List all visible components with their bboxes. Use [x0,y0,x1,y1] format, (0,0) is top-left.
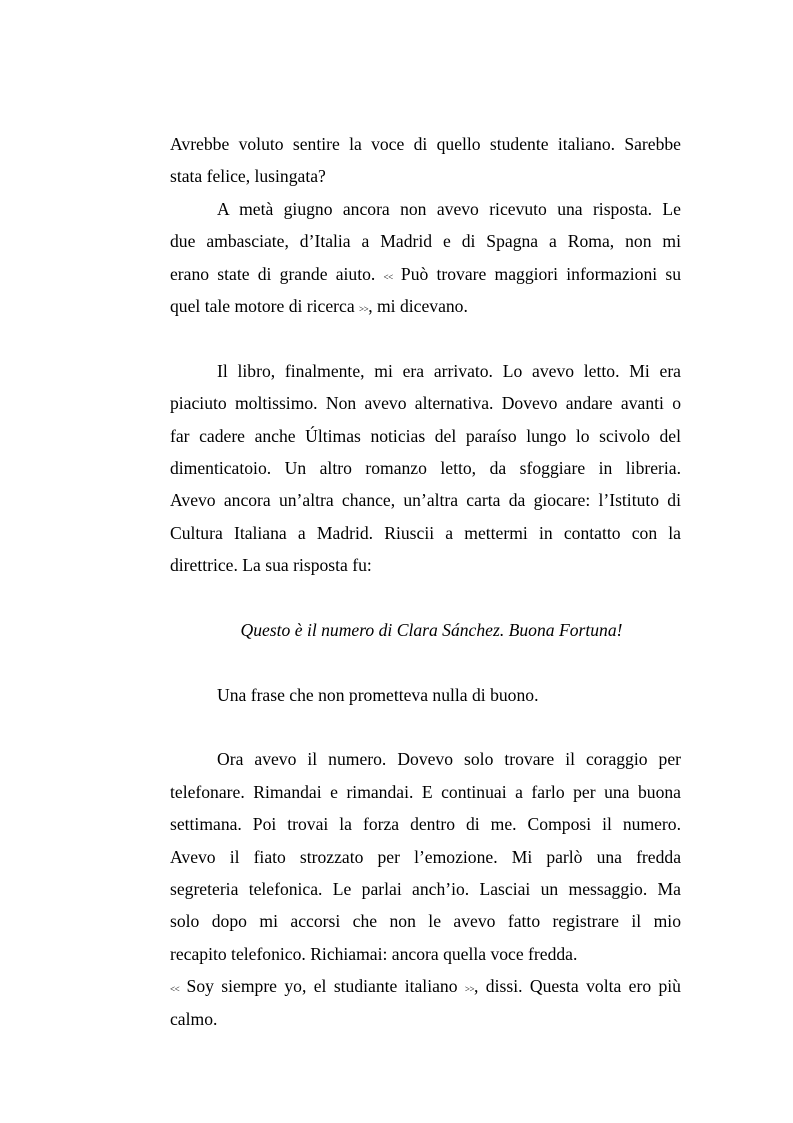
text-fragment: erano state di grande aiuto. [170,263,384,284]
text-line: dimenticatoio. Un altro romanzo letto, da sfoggiare in libreria. [170,457,681,478]
text-line [170,258,681,290]
text-line: Avevo ancora un’altra chance, un’altra carta da giocare: l’Istituto di [170,490,681,511]
text-line: segreteria telefonica. Le parlai anch’io. Lasciai un messaggio. Ma [170,878,681,899]
text-line: Avrebbe voluto sentire la voce di quello studente italiano. Sarebbe [170,134,681,154]
guillemet-close: >> [359,303,369,314]
text-line: Cultura Italiana a Madrid. Riuscii a mettermi in contatto con la [170,522,681,543]
text-line: solo dopo mi accorsi che non le avevo fatto registrare il mio [170,911,681,932]
text-line: Ora avevo il numero. Dovevo solo trovare il coraggio per [217,749,681,770]
text-fragment: quel tale motore di ricerca [170,295,360,316]
spacer [170,581,681,613]
text-line [170,970,681,1002]
text-line: due ambasciate, d’Italia a Madrid e di Spagna a Roma, non mi [170,231,681,252]
text-line: calmo. [170,1008,218,1029]
spacer [170,322,681,354]
spacer [170,711,681,743]
text-line: Il libro, finalmente, mi era arrivato. Lo avevo letto. Mi era [217,360,681,381]
text-line: recapito telefonico. Richiamai: ancora quella voce fredda. [170,943,578,964]
guillemet-open: << [170,984,180,995]
guillemet-close: >> [464,984,475,995]
guillemet-open: << [383,271,393,282]
text-line [170,290,681,322]
text-line: stata felice, lusingata? [170,166,326,187]
text-line: far cadere anche Últimas noticias del paraíso lungo lo scivolo del [170,425,681,446]
text-line: direttrice. La sua risposta fu: [170,555,372,576]
text-fragment: , mi dicevano. [368,295,468,316]
document-page [170,128,681,1035]
text-fragment: , dissi. Questa volta ero più [474,976,681,997]
text-fragment: Può trovare maggiori informazioni su [392,263,681,284]
text-line: piaciuto moltissimo. Non avevo alternativa. Dovevo andare avanti o [170,393,681,414]
text-line: A metà giugno ancora non avevo ricevuto una risposta. Le [217,198,681,219]
text-line: Una frase che non prometteva nulla di buono. [217,684,539,705]
text-line: telefonare. Rimandai e rimandai. E continuai a farlo per una buona [170,781,681,802]
text-line: Avevo il fiato strozzato per l’emozione. Mi parlò una fredda [170,846,681,867]
italic-quote: Questo è il numero di Clara Sánchez. Buona Fortuna! [240,619,623,640]
text-line: settimana. Poi trovai la forza dentro di me. Composi il numero. [170,814,681,835]
text-fragment: Soy siempre yo, el studiante italiano [179,976,465,997]
spacer [170,646,681,678]
